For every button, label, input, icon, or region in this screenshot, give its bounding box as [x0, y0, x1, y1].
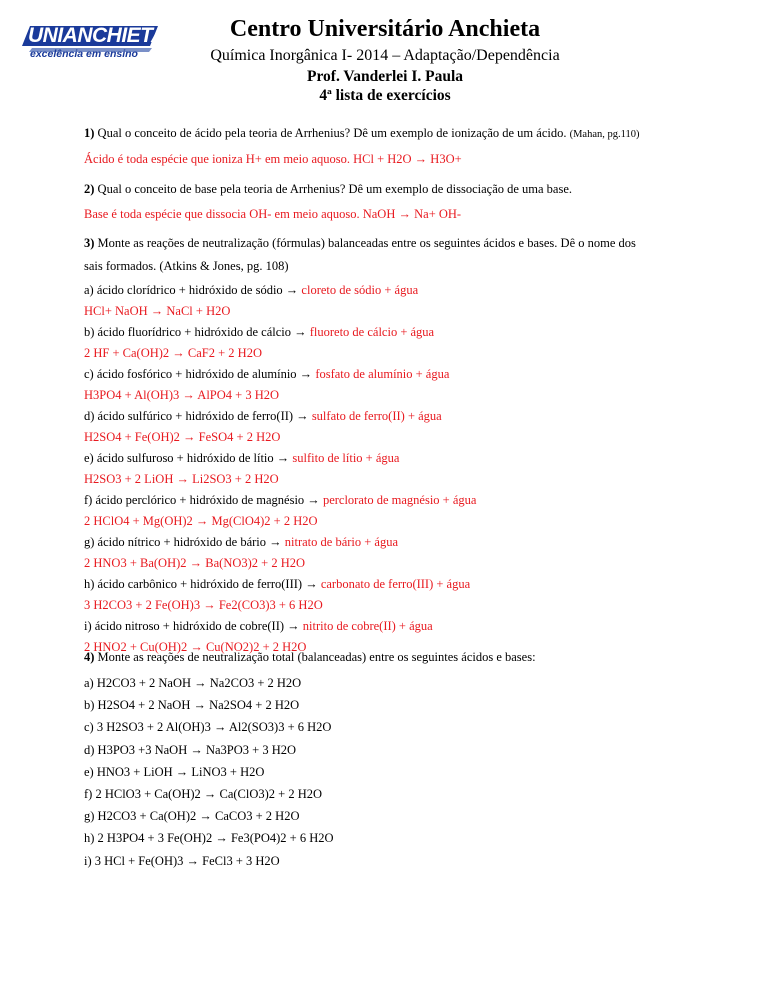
neutralization-item: c) 3 H2SO3 + 2 Al(OH)3 → Al2(SO3)3 + 6 H2O	[84, 720, 332, 735]
item-reactants: d) ácido sulfúrico + hidróxido de ferro(II) →	[84, 409, 312, 423]
item-reactants: f) ácido perclórico + hidróxido de magnésio →	[84, 493, 323, 507]
answer-2: Base é toda espécie que dissocia OH- em meio aquoso. NaOH → Na+ OH-	[84, 207, 462, 221]
item-salt-name: nitrito de cobre(II) + água	[302, 619, 433, 633]
neutralization-item: d) H3PO3 +3 NaOH → Na3PO3 + 3 H2O	[84, 742, 297, 757]
item-salt-name: cloreto de sódio + água	[301, 283, 419, 297]
item-reactants: a) ácido clorídrico + hidróxido de sódio →	[84, 283, 302, 297]
page-title: Centro Universitário Anchieta	[229, 16, 541, 42]
logo-wordmark: UNIANCHIETA	[28, 24, 166, 47]
logo-tagline: excelência em ensino	[30, 48, 138, 60]
neutralization-item: i) 3 HCl + Fe(OH)3 → FeCl3 + 3 H2O	[84, 853, 280, 868]
item-reactants: h) ácido carbônico + hidróxido de ferro(III) →	[84, 577, 321, 591]
item-prompt	[84, 493, 684, 508]
item-salt-name: carbonato de ferro(III) + água	[320, 577, 471, 591]
neutralization-item: b) H2SO4 + 2 NaOH → Na2SO4 + 2 H2O	[84, 698, 300, 713]
item-reactants: i) ácido nitroso + hidróxido de cobre(II) →	[84, 619, 303, 633]
item-salt-name: sulfito de lítio + água	[292, 451, 400, 465]
question-reference: (Mahan, pg.110)	[569, 129, 640, 140]
question-2	[84, 182, 684, 197]
question-text: Monte as reações de neutralização (fórmulas) balanceadas entre os seguintes ácidos e bases. Dê o nome dos	[94, 236, 636, 250]
item-salt-name: fosfato de alumínio + água	[315, 367, 450, 381]
professor-name: Prof. Vanderlei I. Paula	[306, 68, 463, 85]
question-3-continuation: sais formados. (Atkins & Jones, pg. 108)	[84, 259, 289, 273]
neutralization-item: f) 2 HClO3 + Ca(OH)2 → Ca(ClO3)2 + 2 H2O	[84, 787, 323, 801]
item-equation: 2 HClO4 + Mg(OH)2 → Mg(ClO4)2 + 2 H2O	[84, 514, 318, 528]
item-equation: H3PO4 + Al(OH)3 → AlPO4 + 3 H2O	[84, 388, 280, 402]
item-prompt	[84, 367, 684, 382]
question-text: Qual o conceito de ácido pela teoria de Arrhenius? Dê um exemplo de ionização de um ácido.	[94, 126, 570, 140]
question-4	[84, 650, 684, 665]
answer-1: Ácido é toda espécie que ioniza H+ em meio aquoso. HCl + H2O → H3O+	[84, 152, 462, 166]
item-prompt	[84, 535, 684, 550]
question-number: 3)	[84, 236, 95, 250]
list-title: 4ª lista de exercícios	[319, 87, 451, 104]
item-equation: 3 H2CO3 + 2 Fe(OH)3 → Fe2(CO3)3 + 6 H2O	[84, 598, 323, 612]
item-prompt	[84, 451, 684, 466]
question-number: 4)	[84, 650, 95, 664]
item-equation: 2 HNO3 + Ba(OH)2 → Ba(NO3)2 + 2 H2O	[84, 556, 306, 570]
item-equation: 2 HF + Ca(OH)2 → CaF2 + 2 H2O	[84, 346, 262, 360]
item-equation: H2SO3 + 2 LiOH → Li2SO3 + 2 H2O	[84, 472, 279, 486]
item-salt-name: perclorato de magnésio + água	[322, 493, 477, 507]
question-1	[84, 126, 684, 142]
neutralization-item: e) HNO3 + LiOH → LiNO3 + H2O	[84, 764, 265, 779]
item-reactants: g) ácido nítrico + hidróxido de bário →	[84, 535, 285, 549]
item-prompt	[84, 325, 684, 340]
item-reactants: b) ácido fluorídrico + hidróxido de cálcio →	[84, 325, 310, 339]
item-salt-name: fluoreto de cálcio + água	[309, 325, 435, 339]
item-equation: H2SO4 + Fe(OH)2 → FeSO4 + 2 H2O	[84, 430, 281, 444]
item-prompt	[84, 619, 684, 634]
item-equation: HCl+ NaOH → NaCl + H2O	[84, 304, 231, 318]
item-reactants: c) ácido fosfórico + hidróxido de alumínio →	[84, 367, 316, 381]
neutralization-item: g) H2CO3 + Ca(OH)2 → CaCO3 + 2 H2O	[84, 809, 300, 824]
neutralization-item: h) 2 H3PO4 + 3 Fe(OH)2 → Fe3(PO4)2 + 6 H2O	[84, 831, 334, 846]
item-equation: 2 HNO2 + Cu(OH)2 → Cu(NO2)2 + 2 H2O	[84, 640, 307, 654]
item-prompt	[84, 409, 684, 424]
question-number: 2)	[84, 182, 95, 196]
question-3	[84, 236, 684, 251]
question-text: Qual o conceito de base pela teoria de Arrhenius? Dê um exemplo de dissociação de uma base.	[94, 182, 573, 196]
item-salt-name: nitrato de bário + água	[284, 535, 399, 549]
neutralization-item: a) H2CO3 + 2 NaOH → Na2CO3 + 2 H2O	[84, 676, 302, 690]
item-prompt	[84, 577, 684, 592]
question-text: Monte as reações de neutralização total (balanceadas) entre os seguintes ácidos e bases:	[94, 650, 536, 664]
item-salt-name: sulfato de ferro(II) + água	[311, 409, 442, 423]
item-prompt	[84, 283, 684, 298]
course-name: Química Inorgânica I- 2014 – Adaptação/Dependência	[210, 47, 560, 64]
item-reactants: e) ácido sulfuroso + hidróxido de lítio →	[84, 451, 293, 465]
question-number: 1)	[84, 126, 95, 140]
